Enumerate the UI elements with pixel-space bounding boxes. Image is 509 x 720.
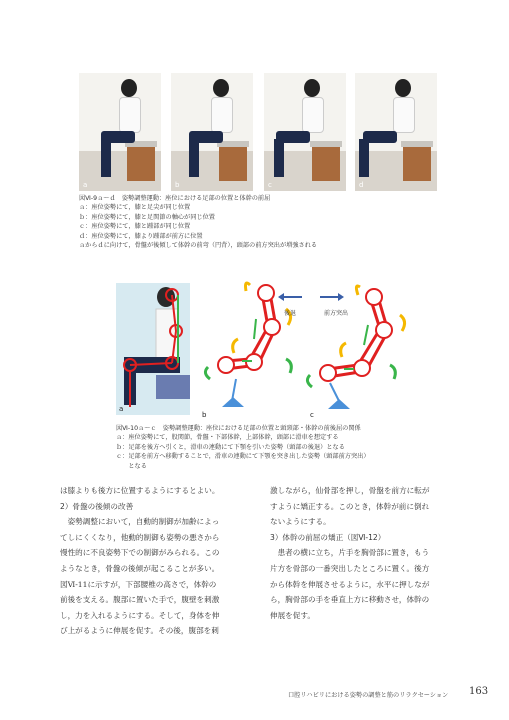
figure-caption-2 [116,424,370,471]
caption-line: ｂ：足部を後方へ引くと，滑車の連動にて下顎を引いた姿勢（頭部の後退）となる [116,443,345,451]
photo-label: c [268,181,272,189]
paragraph-line: ないようにする。 [270,517,331,527]
figure-label-b: b [202,411,207,419]
figure-label-c: c [310,411,314,419]
paragraph-line: 伸展を促す。 [270,610,315,620]
body-left-column [60,483,219,639]
caption-line: となる [116,462,147,470]
caption-line: ｄ：座位姿勢にて，膝より踵部が前方に位置 [79,232,203,240]
paragraph-line: から体幹を伸展させるように，水平に押しなが [270,579,430,589]
caption-title: 図Ⅵ-9ａ～ｄ 姿勢調整運動：座位における足部の位置と体幹の前屈 [79,195,271,202]
photo-label: b [175,181,180,189]
caption-line: ｃ：足部を前方へ移動することで，滑車の連動にて下顎を突き出した姿勢（頭部前方突出） [116,453,370,461]
figure-caption-1 [79,194,317,250]
paragraph-line: てしにくくなり，他動的制御も姿勢の悪さから [60,532,220,542]
photo-a [79,73,161,191]
paragraph-line: び上がるように伸展を促す。その後，腹部を刺 [60,626,219,636]
paragraph-line: は膝よりも後方に位置するようにするとよい。 [60,486,220,495]
pulley-diagram [190,279,420,419]
section-heading: 2）骨盤の後傾の改善 [60,501,134,511]
paragraph-line: 慢性的に不良姿勢下での制御がみられる。この [60,548,220,558]
caption-line: ｃ：座位姿勢にて，膝と踵部が同じ位置 [79,223,191,231]
paragraph-line: し，力を入れるようにする。そして，身体を伸 [60,610,220,620]
caption-line: ｂ：座位姿勢にて，膝と足関節の軸心が同じ位置 [79,213,215,221]
paragraph-line: 前後を支える。腹部に置いた手で，腹壁を刺激 [60,595,220,605]
page-number: 163 [469,686,489,697]
paragraph-line: 片方を骨部の一番突出したところに置く。後方 [270,563,430,573]
paragraph-line: ら，胸骨部の手を垂直上方に移動させ，体幹の [270,595,430,605]
arrow-label-left: 後退 [284,310,297,317]
paragraph-line: 患者の横に立ち，片手を胸骨部に置き，もう [270,548,430,558]
direction-arrows [278,293,344,301]
photo-c [264,73,346,191]
diagram-c [307,286,404,409]
section-heading: 3）体幹の前屈の矯正（図Ⅵ-12） [270,532,386,542]
paragraph-line: 姿勢調整において，自動的制御が加齢によっ [60,517,220,527]
running-title: 口腔リハビリにおける姿勢の調整と筋のリラクセーション [288,692,449,699]
diagram-b [205,283,291,407]
caption-line: ａ：座位姿勢にて，股関節，骨盤・下部体幹，上部体幹，頭部に滑車を想定する [116,434,339,442]
paragraph-line: 激しながら，仙骨部を押し，骨盤を前方に転が [270,486,430,495]
photo-b [171,73,253,191]
photo-figure-a [116,283,190,415]
photo-label: d [359,181,364,189]
paragraph-line: すように矯正する。このとき，体幹が前に倒れ [270,501,430,511]
paragraph-line: ようなとき，骨盤の後傾が起こることが多い。 [60,563,220,573]
body-right-column [270,483,429,623]
caption-line: ａからｄに向けて，骨盤が後傾して体幹の前弯（円背），頭部の前方突出が増強される [79,242,318,250]
photo-label: a [83,181,88,189]
photo-d [355,73,437,191]
caption-title: 図Ⅵ-10ａ～ｃ 姿勢調整運動：座位における足部の位置と頭頸部・体幹の前後屈の関係 [116,425,361,432]
arrow-label-right: 前方突出 [324,310,349,317]
paragraph-line: 図Ⅵ-11に示すが，下部腰椎の高さで，体幹の [60,579,217,589]
pulley-overlay [116,283,190,415]
caption-line: ａ：座位姿勢にて，膝と足尖が同じ位置 [79,204,191,212]
figure-label-a: a [119,405,124,413]
